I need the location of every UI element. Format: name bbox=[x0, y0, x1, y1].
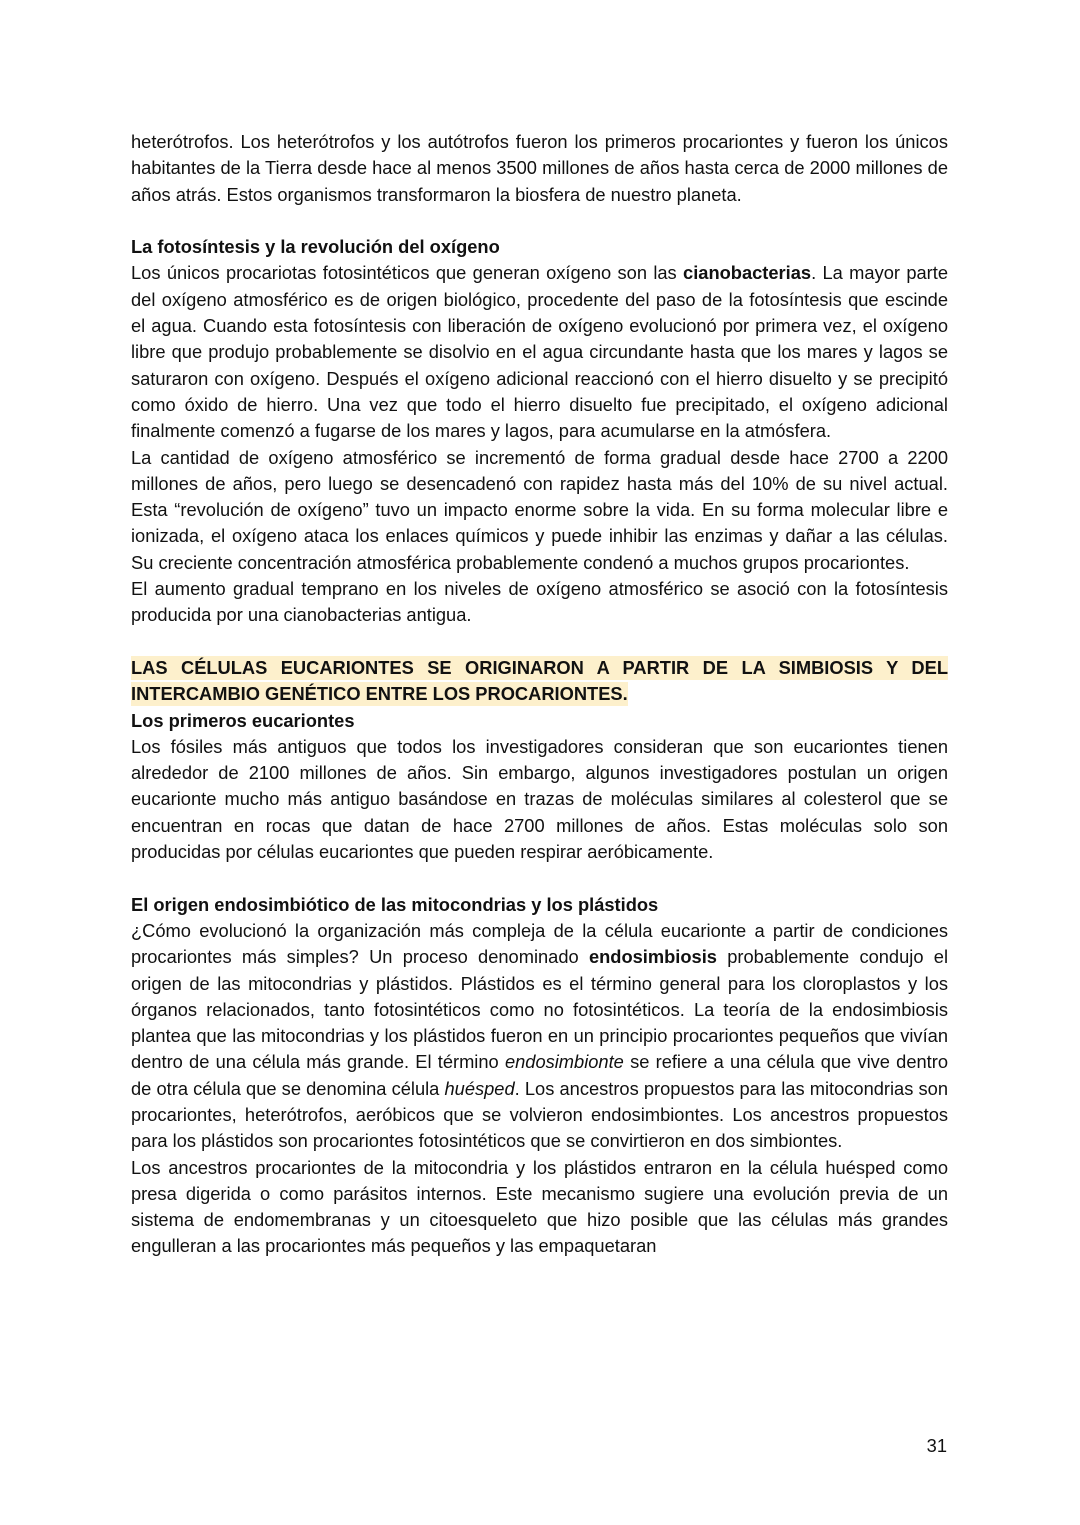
oxygen-paragraph-2: La cantidad de oxígeno atmosférico se incrementó de forma gradual desde hace 2700 a 2200 millones de años, pero luego se desencadenó con rapidez hasta más del 10% de su nivel actual. Esta “revolución de oxígeno” tuvo un impacto enorme sobre la vida. En su forma molecular libre e ionizada, el oxígeno ataca los enlaces químicos y puede inhibir las enzimas y dañar a las células. Su creciente concentración atmosférica probablemente condenó a muchos grupos procariontes. bbox=[131, 446, 948, 573]
intro-paragraph: heterótrofos. Los heterótrofos y los autótrofos fueron los primeros procariontes y fueron los únicos habitantes de la Tierra desde hace al menos 3500 millones de años hasta cerca de 2000 millones de años atrás. Estos organismos transformaron la biosfera de nuestro planeta. bbox=[131, 131, 948, 205]
section-heading-endosymbiosis: El origen endosimbiótico de las mitocondrias y los plástidos bbox=[131, 893, 659, 915]
text-run: probablemente condujo el origen de las mitocondrias y plástidos. Plástidos es el término general para los cloroplastos y los órganos relacionados, tanto fotosintéticos como no fotosintéticos. La teoría de la endosimbiosis plantea que las mitocondrias y los plástidos fueron en un principio procariontes pequeños que vivían dentro de una célula más grande. El término bbox=[131, 946, 949, 1073]
spacer bbox=[131, 629, 948, 655]
bold-term-cianobacterias: cianobacterias bbox=[683, 262, 812, 284]
bold-term-endosimbiosis: endosimbiosis bbox=[588, 946, 717, 968]
spacer bbox=[131, 865, 948, 891]
endosymbiosis-paragraph-1 bbox=[131, 918, 948, 1155]
text-run: . Los ancestros propuestos para las mitocondrias son procariontes, heterótrofos, aeróbicos que se volvieron endosimbiontes. Los ancestros propuestos para los plástidos son procariontes fotosintéticos que se convirtieron en dos simbiontes. bbox=[131, 1077, 948, 1152]
highlighted-section-heading bbox=[131, 655, 948, 708]
subheading-first-eukaryotes: Los primeros eucariontes bbox=[131, 709, 355, 731]
oxygen-paragraph-3: El aumento gradual temprano en los niveles de oxígeno atmosférico se asoció con la fotosíntesis producida por una cianobacterias antigua. bbox=[131, 578, 948, 626]
oxygen-paragraph-1 bbox=[131, 260, 948, 444]
highlight: LAS CÉLULAS EUCARIONTES SE ORIGINARON A PARTIR DE LA SIMBIOSIS Y DEL INTERCAMBIO GENÉTICO ENTRE LOS PROCARIONTES. bbox=[131, 656, 948, 705]
italic-term-huesped: huésped bbox=[444, 1077, 515, 1099]
document-page bbox=[131, 129, 948, 1260]
page-number: 31 bbox=[926, 1435, 947, 1456]
section-heading-oxygen-revolution: La fotosíntesis y la revolución del oxígeno bbox=[131, 236, 500, 258]
text-run: ¿Cómo evolucionó la organización más compleja de la célula eucarionte a partir de condiciones procariontes más simples? Un proceso denominado bbox=[131, 919, 948, 968]
text-run: se refiere a una célula que vive dentro de otra célula que se denomina célula bbox=[131, 1051, 949, 1099]
endosymbiosis-paragraph-2: Los ancestros procariontes de la mitocondria y los plástidos entraron en la célula huésped como presa digerida o como parásitos internos. Este mecanismo sugiere una evolución previa de un sistema de endomembranas y un citoesqueleto que hizo posible que las células más grandes engulleran a las procariontes más pequeños y las empaquetaran bbox=[131, 1156, 948, 1257]
italic-term-endosimbionte: endosimbionte bbox=[504, 1051, 624, 1073]
spacer bbox=[131, 208, 948, 234]
text-run: . La mayor parte del oxígeno atmosférico es de origen biológico, procedente del paso de la fotosíntesis que escinde el agua. Cuando esta fotosíntesis con liberación de oxígeno evolucionó por primera vez, el oxígeno libre que produjo probablemente se disolvio en el agua circundante hasta que los mares y lagos se saturaron con oxígeno. Después el oxígeno adicional reaccionó con el hierro disuelto y se precipitó como óxido de hierro. Una vez que todo el hierro disuelto fue precipitado, el oxígeno adicional finalmente comenzó a fugarse de los mares y lagos, para acumularse en la atmósfera. bbox=[131, 262, 948, 442]
text-run: Los únicos procariotas fotosintéticos que generan oxígeno son las bbox=[131, 262, 684, 284]
eukaryotes-paragraph-1: Los fósiles más antiguos que todos los investigadores consideran que son eucariontes tienen alrededor de 2100 millones de años. Sin embargo, algunos investigadores postulan un origen eucarionte mucho más antiguo basándose en trazas de moléculas similares al colesterol que se encuentran en rocas que datan de hace 2700 millones de años. Estas moléculas solo son producidas por células eucariontes que pueden respirar aeróbicamente. bbox=[131, 735, 948, 863]
